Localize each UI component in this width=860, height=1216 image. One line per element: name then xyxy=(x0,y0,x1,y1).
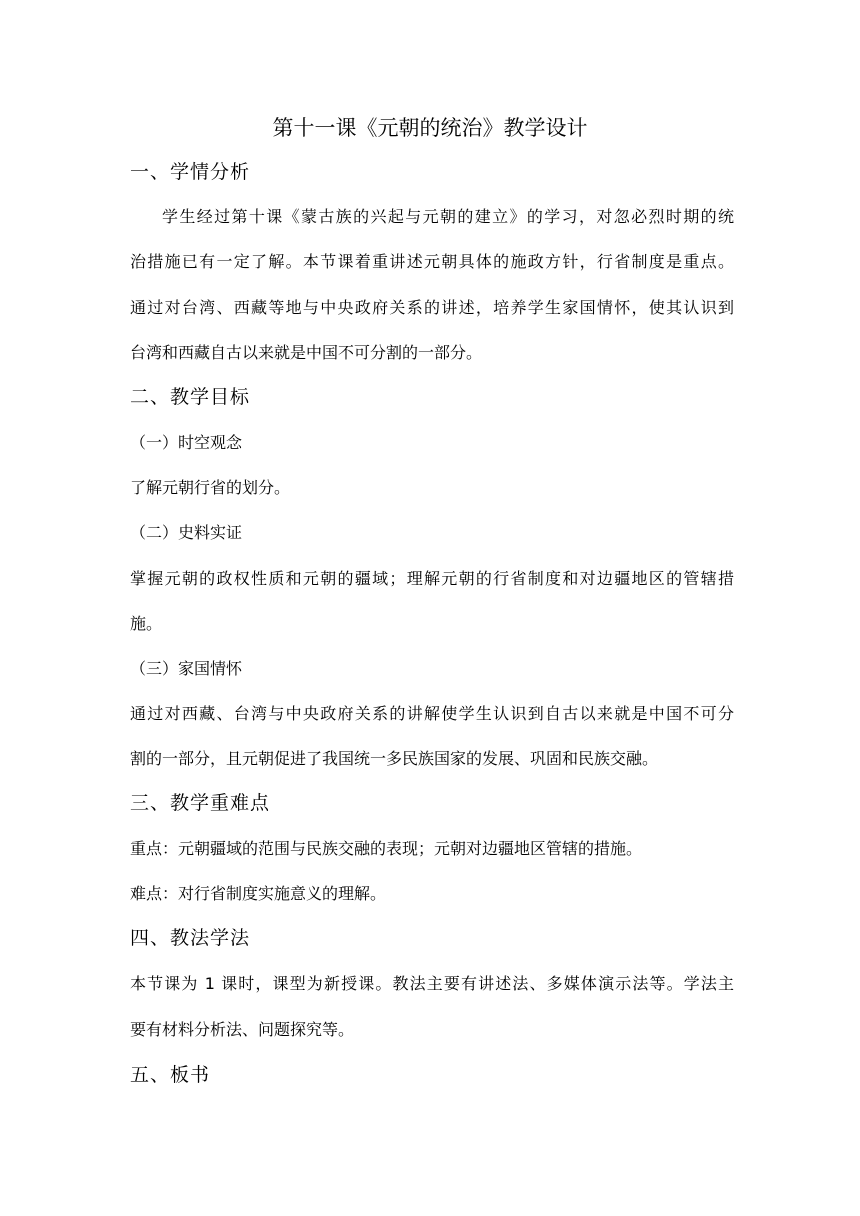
subsection-label: （三）家国情怀 xyxy=(130,659,243,678)
section-heading-board-writing: 五、板书 xyxy=(130,1064,211,1086)
paragraph-line: 通过对西藏、台湾与中央政府关系的讲解使学生认识到自古以来就是中国不可分 xyxy=(130,704,734,723)
paragraph-line: 台湾和西藏自古以来就是中国不可分割的一部分。 xyxy=(130,343,483,362)
document-title: 第十一课《元朝的统治》教学设计 xyxy=(272,116,588,140)
paragraph-line: 重点：元朝疆域的范围与民族交融的表现；元朝对边疆地区管辖的措施。 xyxy=(130,839,643,858)
paragraph-line: 掌握元朝的政权性质和元朝的疆域；理解元朝的行省制度和对边疆地区的管辖措 xyxy=(130,569,734,588)
paragraph-line: 学生经过第十课《蒙古族的兴起与元朝的建立》的学习，对忽必烈时期的统 xyxy=(162,207,734,226)
paragraph-line: 难点：对行省制度实施意义的理解。 xyxy=(130,884,387,903)
paragraph-line: 治措施已有一定了解。本节课着重讲述元朝具体的施政方针，行省制度是重点。 xyxy=(130,252,734,271)
paragraph-line: 本节课为 1 课时，课型为新授课。教法主要有讲述法、多媒体演示法等。学法主 xyxy=(130,974,734,993)
section-heading-learner-analysis: 一、学情分析 xyxy=(130,161,251,183)
subsection-label: （二）史料实证 xyxy=(130,523,243,542)
paragraph-line: 割的一部分，且元朝促进了我国统一多民族国家的发展、巩固和民族交融。 xyxy=(130,749,659,768)
paragraph-line: 要有材料分析法、问题探究等。 xyxy=(130,1020,355,1039)
section-heading-methods: 四、教法学法 xyxy=(130,927,251,949)
section-heading-key-points: 三、教学重难点 xyxy=(130,792,271,814)
section-heading-teaching-goals: 二、教学目标 xyxy=(130,386,251,408)
subsection-label: （一）时空观念 xyxy=(130,433,243,452)
paragraph-line: 通过对台湾、西藏等地与中央政府关系的讲述，培养学生家国情怀，使其认识到 xyxy=(130,298,734,317)
paragraph-line: 了解元朝行省的划分。 xyxy=(130,478,291,497)
paragraph-line: 施。 xyxy=(130,614,163,633)
